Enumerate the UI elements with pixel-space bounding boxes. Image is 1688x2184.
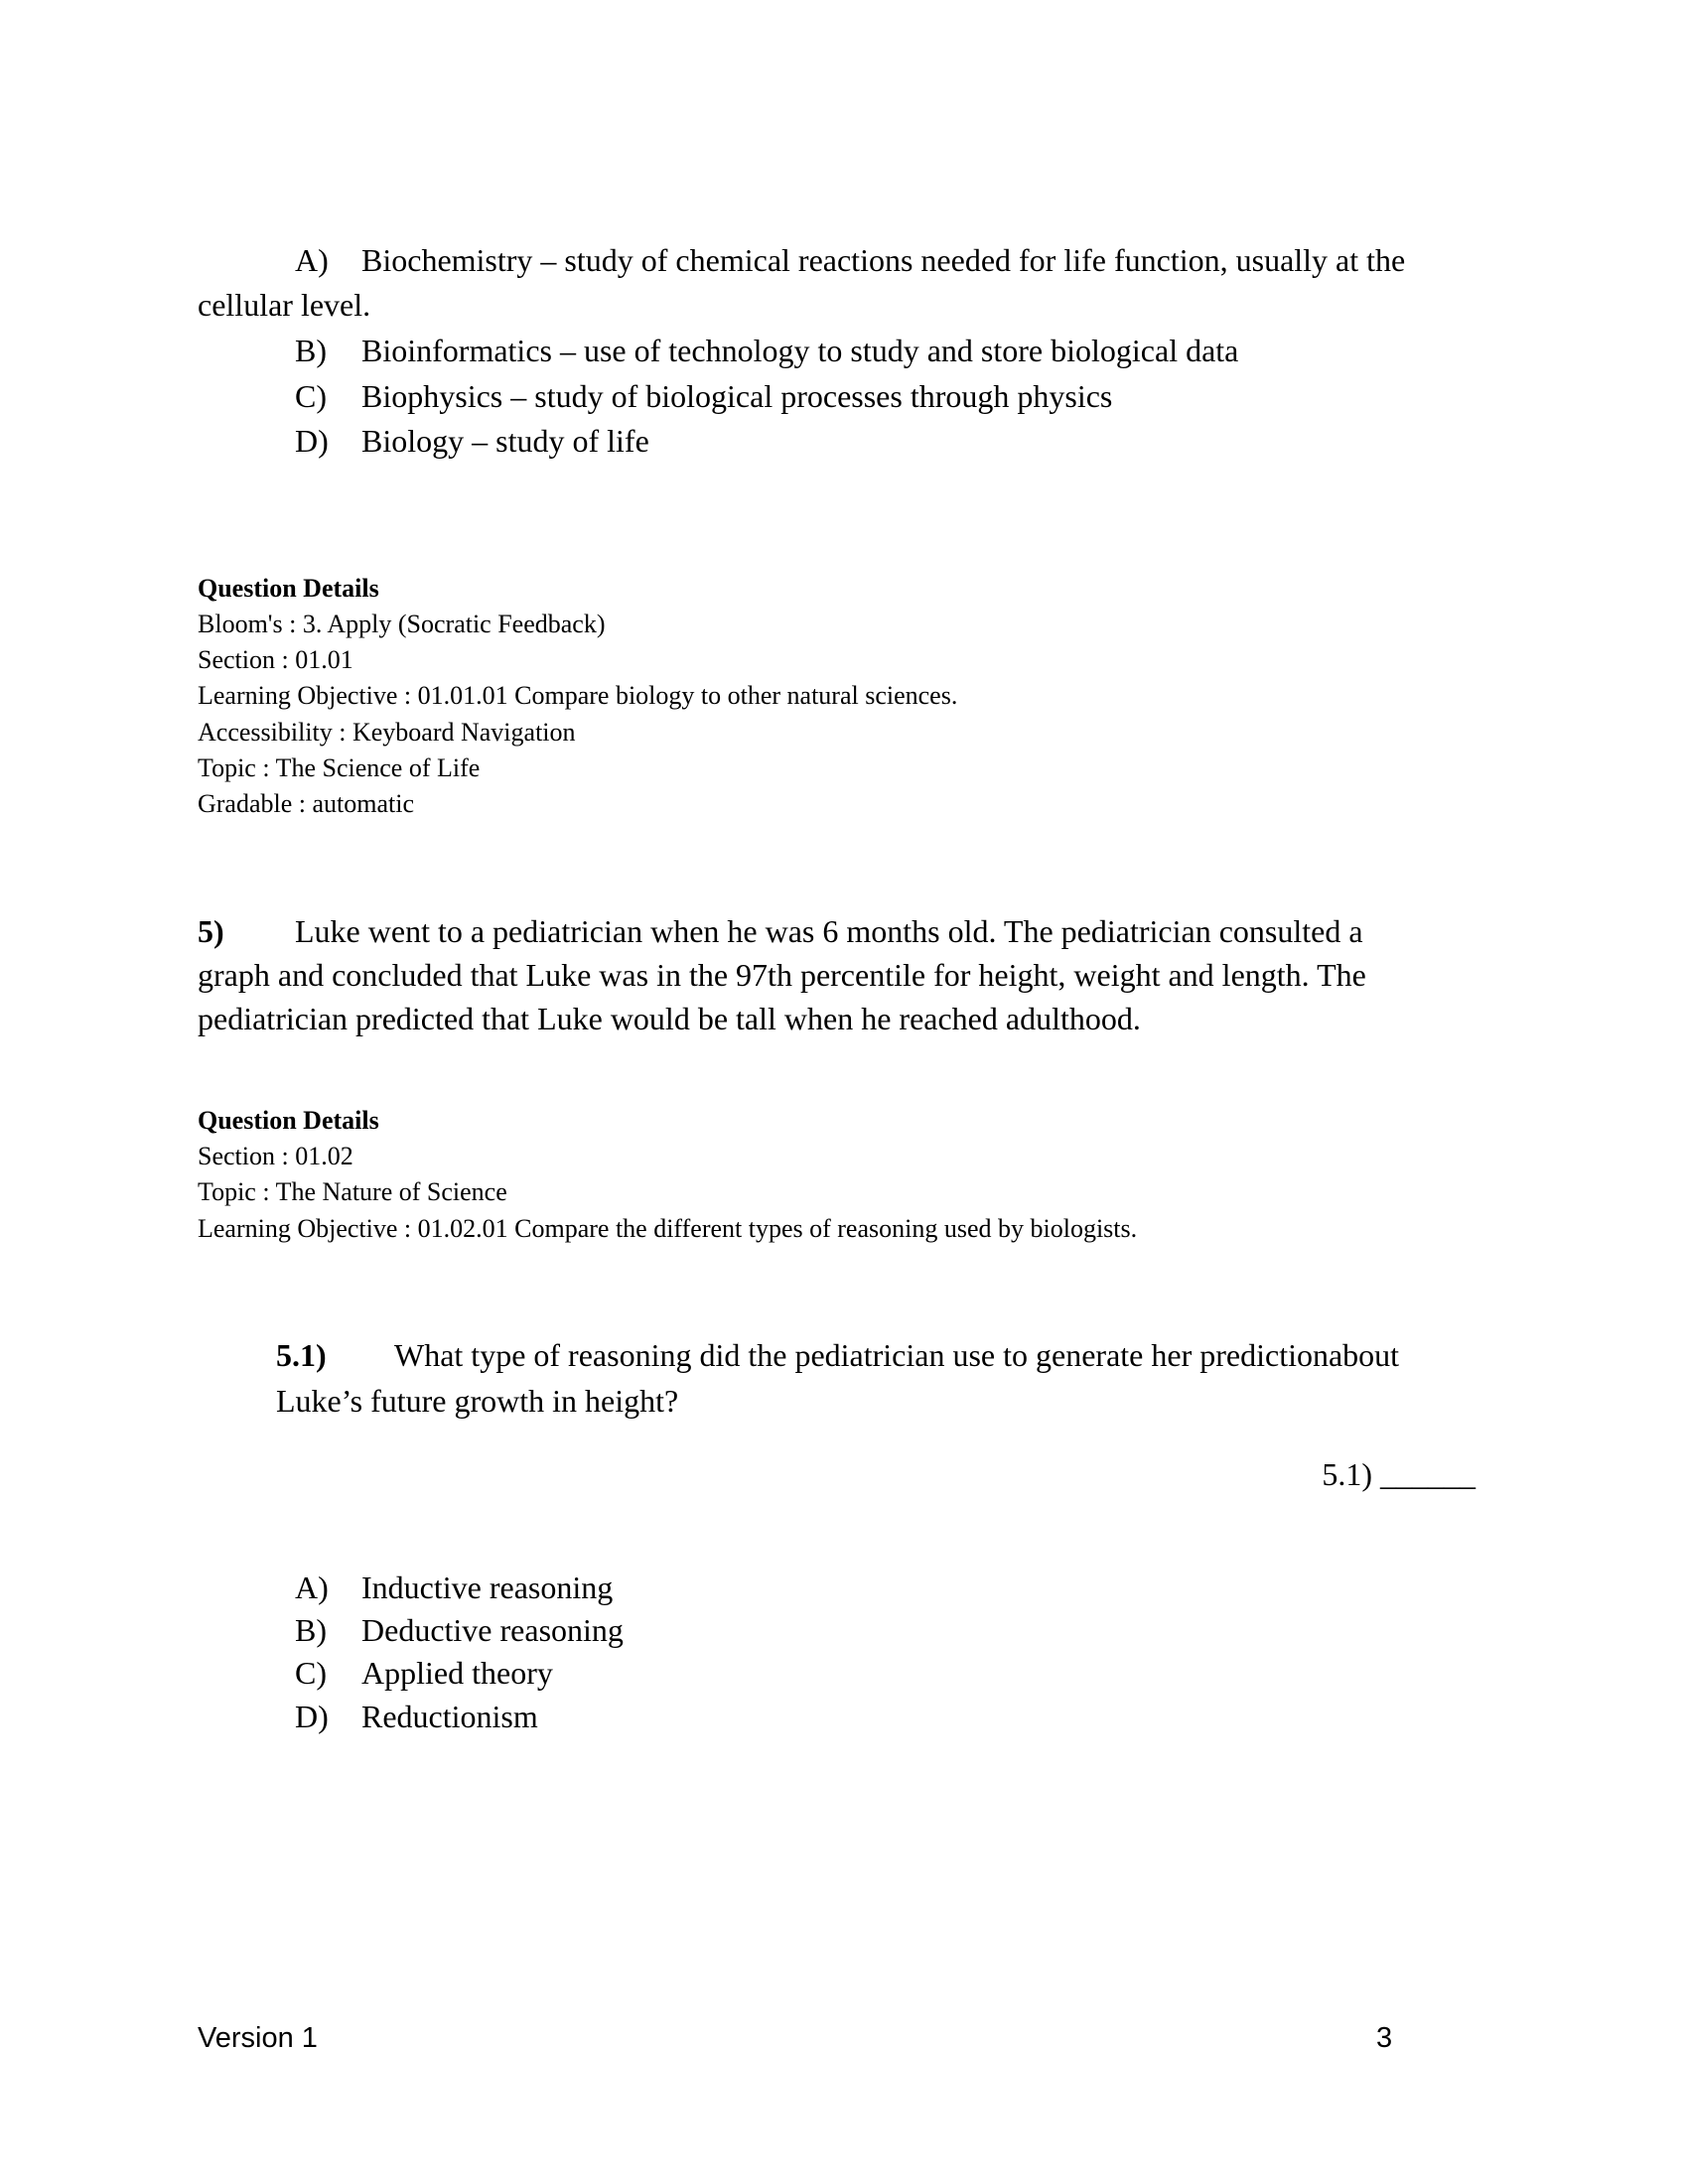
q5-text-line: pediatrician predicted that Luke would be tall when he reached adulthood. [198,1001,1141,1036]
q5-detail-line: Learning Objective : 01.02.01 Compare the different types of reasoning used by biologists. [198,1214,1138,1243]
q4-option-a-continued: cellular level. [198,287,371,323]
q51-number: 5.1) [276,1337,327,1373]
footer-version: Version 1 [198,2022,318,2054]
option-text: Biochemistry – study of chemical reactions needed for life function, usually at the [361,242,1406,278]
option-label: D) [295,1699,329,1734]
q4-option-d [295,421,649,461]
option-text: Deductive reasoning [361,1612,624,1648]
option-text: Applied theory [361,1655,553,1691]
q4-detail-line: Section : 01.01 [198,645,353,674]
q5-detail-line: Topic : The Nature of Science [198,1177,507,1206]
q51-answer-blank[interactable]: 5.1) ______ [1322,1456,1476,1492]
q4-detail-line: Topic : The Science of Life [198,753,481,782]
q51-text-line: Luke’s future growth in height? [276,1383,679,1419]
option-text: Biology – study of life [361,423,649,459]
q4-option-b [295,331,1238,370]
option-text: Biophysics – study of biological processes through physics [361,378,1113,414]
option-label: A) [295,242,329,278]
q5-detail-line: Section : 01.02 [198,1142,353,1170]
q4-detail-line: Bloom's : 3. Apply (Socratic Feedback) [198,610,606,638]
option-label: B) [295,333,327,368]
q4-option-c [295,376,1112,416]
q51-option-d [295,1697,538,1736]
option-label: C) [295,378,327,414]
q51-option-a [295,1568,613,1607]
q51-text-line: What type of reasoning did the pediatrician use to generate her predictionabout [394,1337,1400,1373]
option-text: Bioinformatics – use of technology to study and store biological data [361,333,1239,368]
q5-text-line: graph and concluded that Luke was in the 97th percentile for height, weight and length. The [198,957,1366,993]
q4-detail-line: Accessibility : Keyboard Navigation [198,718,576,747]
option-label: A) [295,1570,329,1605]
q4-option-a [295,240,1405,280]
q51-option-c [295,1653,553,1693]
q5-number: 5) [198,913,224,949]
option-text: Inductive reasoning [361,1570,614,1605]
option-text: Reductionism [361,1699,538,1734]
option-label: D) [295,423,329,459]
q5-text-line: Luke went to a pediatrician when he was 6 months old. The pediatrician consulted a [295,913,1363,949]
q51-option-b [295,1610,624,1650]
footer-page-number: 3 [1376,2022,1393,2054]
q5-details-heading: Question Details [198,1106,379,1135]
q4-details-heading: Question Details [198,574,379,603]
option-label: C) [295,1655,327,1691]
q4-detail-line: Learning Objective : 01.01.01 Compare biology to other natural sciences. [198,681,958,710]
option-label: B) [295,1612,327,1648]
q4-detail-line: Gradable : automatic [198,789,415,818]
